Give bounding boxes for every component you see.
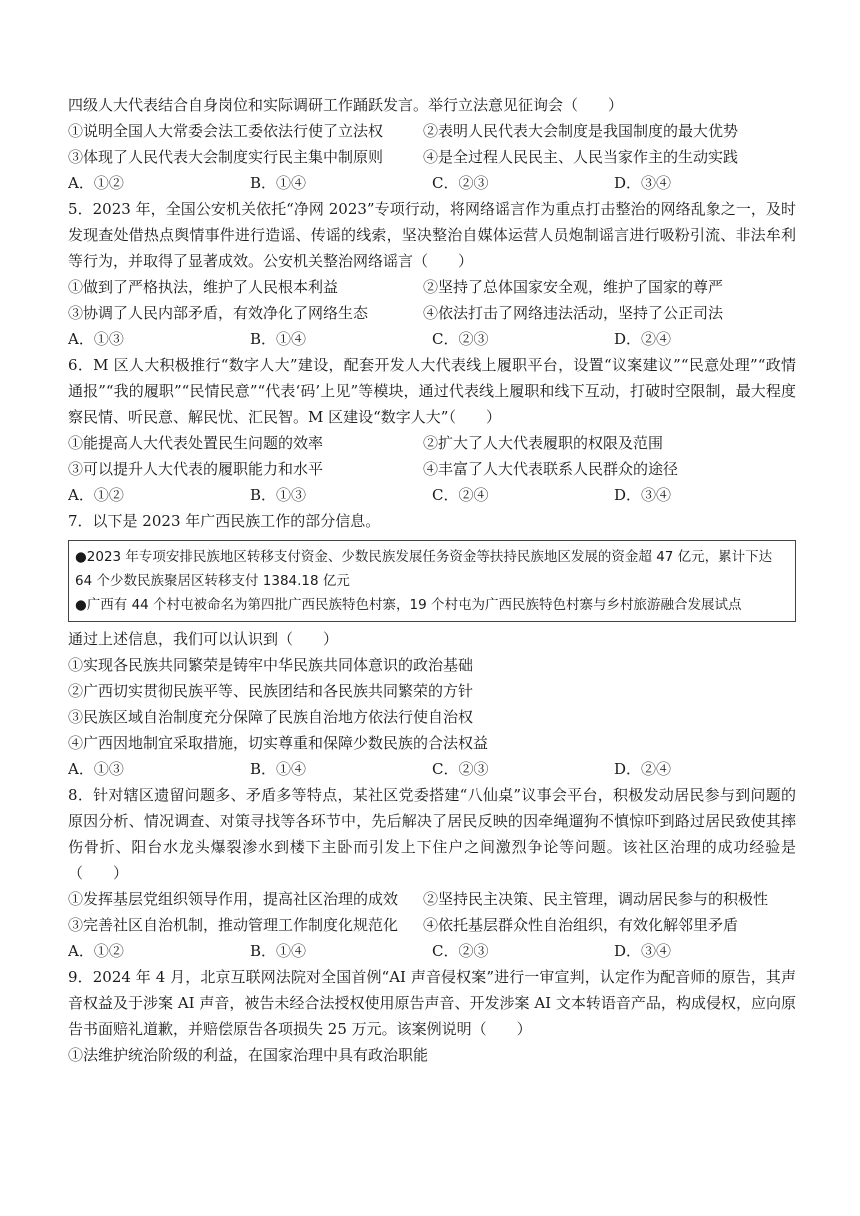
option-row — [68, 912, 796, 938]
choice-a[interactable]: A．①② — [68, 942, 124, 960]
option-row — [68, 456, 796, 482]
choice-b[interactable]: B．①③ — [250, 486, 307, 504]
option-4: ④依托基层群众性自治组织，有效化解邻里矛盾 — [423, 916, 739, 934]
question-stem: 5．2023 年，全国公安机关依托“净网 2023”专项行动，将网络谣言作为重点打击整治的网络乱象之一，及时发现查处借热点舆情事件进行造谣、传谣的线索，坚决整治自媒体运营人员炮制谣言进行吸粉引流、非法牟利等行为，并取得了显著成效。公安机关整治网络谣言（ ） — [68, 200, 796, 270]
option-3: ③协调了人民内部矛盾，有效净化了网络生态 — [68, 304, 369, 322]
info-bullet-2: ●广西有 44 个村屯被命名为第四批广西民族特色村寨，19 个村屯为广西民族特色村寨与乡村旅游融合发展试点 — [75, 597, 742, 613]
choice-a[interactable]: A．①③ — [68, 760, 124, 778]
choice-c[interactable]: C．②③ — [432, 174, 489, 192]
option-row — [68, 274, 796, 300]
option-1: ①能提高人大代表处置民生问题的效率 — [68, 434, 324, 452]
option-1: ①做到了严格执法，维护了人民根本利益 — [68, 278, 339, 296]
option-3: ③体现了人民代表大会制度实行民主集中制原则 — [68, 148, 384, 166]
question-8 — [68, 782, 796, 964]
choice-a[interactable]: A．①② — [68, 486, 124, 504]
option-row — [68, 118, 796, 144]
answer-choices — [68, 170, 796, 196]
answer-choices — [68, 938, 796, 964]
question-9 — [68, 964, 796, 1068]
question-stem: 7．以下是 2023 年广西民族工作的部分信息。 — [68, 512, 381, 530]
choice-b[interactable]: B．①④ — [250, 174, 307, 192]
option-4: ④是全过程人民民主、人民当家作主的生动实践 — [423, 148, 739, 166]
choice-b[interactable]: B．①④ — [250, 760, 307, 778]
choice-b[interactable]: B．①④ — [250, 942, 307, 960]
choice-d[interactable]: D．②④ — [614, 330, 672, 348]
option-1: ①说明全国人大常委会法工委依法行使了立法权 — [68, 122, 384, 140]
choice-c[interactable]: C．②③ — [432, 760, 489, 778]
choice-a[interactable]: A．①③ — [68, 330, 124, 348]
choice-d[interactable]: D．③④ — [614, 942, 672, 960]
answer-choices — [68, 482, 796, 508]
choice-a[interactable]: A．①② — [68, 174, 124, 192]
question-prompt: 通过上述信息，我们可以认识到（ ） — [68, 630, 339, 648]
option-row — [68, 144, 796, 170]
choice-d[interactable]: D．②④ — [614, 760, 672, 778]
option-4: ④丰富了人大代表联系人民群众的途径 — [423, 460, 679, 478]
choice-c[interactable]: C．②③ — [432, 330, 489, 348]
option-2: ②坚持了总体国家安全观，维护了国家的尊严 — [423, 278, 724, 296]
question-stem: 6．M 区人大积极推行“数字人大”建设，配套开发人大代表线上履职平台，设置“议案建议”“民意处理”“政情通报”“我的履职”“民情民意”“代表‘码’上见”等模块，通过代表线上履职和线下互动，打破时空限制，最大程度察民情、听民意、解民忧、汇民智。M 区建设“数字人大”（ ） — [68, 356, 796, 426]
option-3: ③完善社区自治机制，推动管理工作制度化规范化 — [68, 916, 399, 934]
option-2: ②广西切实贯彻民族平等、民族团结和各民族共同繁荣的方针 — [68, 682, 474, 700]
choice-b[interactable]: B．①④ — [250, 330, 307, 348]
option-2: ②扩大了人大代表履职的权限及范围 — [423, 434, 664, 452]
option-row — [68, 886, 796, 912]
option-row — [68, 300, 796, 326]
option-1: ①实现各民族共同繁荣是铸牢中华民族共同体意识的政治基础 — [68, 656, 474, 674]
option-3: ③民族区域自治制度充分保障了民族自治地方依法行使自治权 — [68, 708, 474, 726]
choice-c[interactable]: C．②④ — [432, 486, 489, 504]
choice-d[interactable]: D．③④ — [614, 486, 672, 504]
option-2: ②坚持民主决策、民主管理，调动居民参与的积极性 — [423, 890, 769, 908]
option-4: ④广西因地制宜采取措施，切实尊重和保障少数民族的合法权益 — [68, 734, 489, 752]
choice-c[interactable]: C．②③ — [432, 942, 489, 960]
question-4 — [68, 92, 796, 196]
option-3: ③可以提升人大代表的履职能力和水平 — [68, 460, 324, 478]
answer-choices — [68, 756, 796, 782]
info-box — [68, 540, 796, 622]
info-bullet-1: ●2023 年专项安排民族地区转移支付资金、少数民族发展任务资金等扶持民族地区发展的资金超 47 亿元，累计下达 64 个少数民族聚居区转移支付 1384.18 亿元 — [75, 549, 773, 589]
option-1: ①法维护统治阶级的利益，在国家治理中具有政治职能 — [68, 1046, 429, 1064]
choice-d[interactable]: D．③④ — [614, 174, 672, 192]
question-6 — [68, 352, 796, 508]
question-stem: 9．2024 年 4 月，北京互联网法院对全国首例“AI 声音侵权案”进行一审宣判，认定作为配音师的原告，其声音权益及于涉案 AI 声音，被告未经合法授权使用原告声音、开发涉案 AI 文本转语音产品，构成侵权，应向原告书面赔礼道歉，并赔偿原告各项损失 25 万元。该案例说明（ ） — [68, 968, 796, 1038]
answer-choices — [68, 326, 796, 352]
exam-page — [68, 92, 796, 1068]
question-stem: 8．针对辖区遗留问题多、矛盾多等特点，某社区党委搭建“八仙桌”议事会平台，积极发动居民参与到问题的原因分析、情况调查、对策寻找等各环节中，先后解决了居民反映的因牵绳遛狗不慎惊吓到路过居民致使其摔伤骨折、阳台水龙头爆裂渗水到楼下主卧而引发上下住户之间激烈争论等问题。该社区治理的成功经验是（ ） — [68, 786, 796, 882]
option-4: ④依法打击了网络违法活动，坚持了公正司法 — [423, 304, 724, 322]
question-7 — [68, 508, 796, 782]
option-row — [68, 430, 796, 456]
question-stem: 四级人大代表结合自身岗位和实际调研工作踊跃发言。举行立法意见征询会（ ） — [68, 96, 624, 114]
question-5 — [68, 196, 796, 352]
option-1: ①发挥基层党组织领导作用，提高社区治理的成效 — [68, 890, 399, 908]
option-2: ②表明人民代表大会制度是我国制度的最大优势 — [423, 122, 739, 140]
